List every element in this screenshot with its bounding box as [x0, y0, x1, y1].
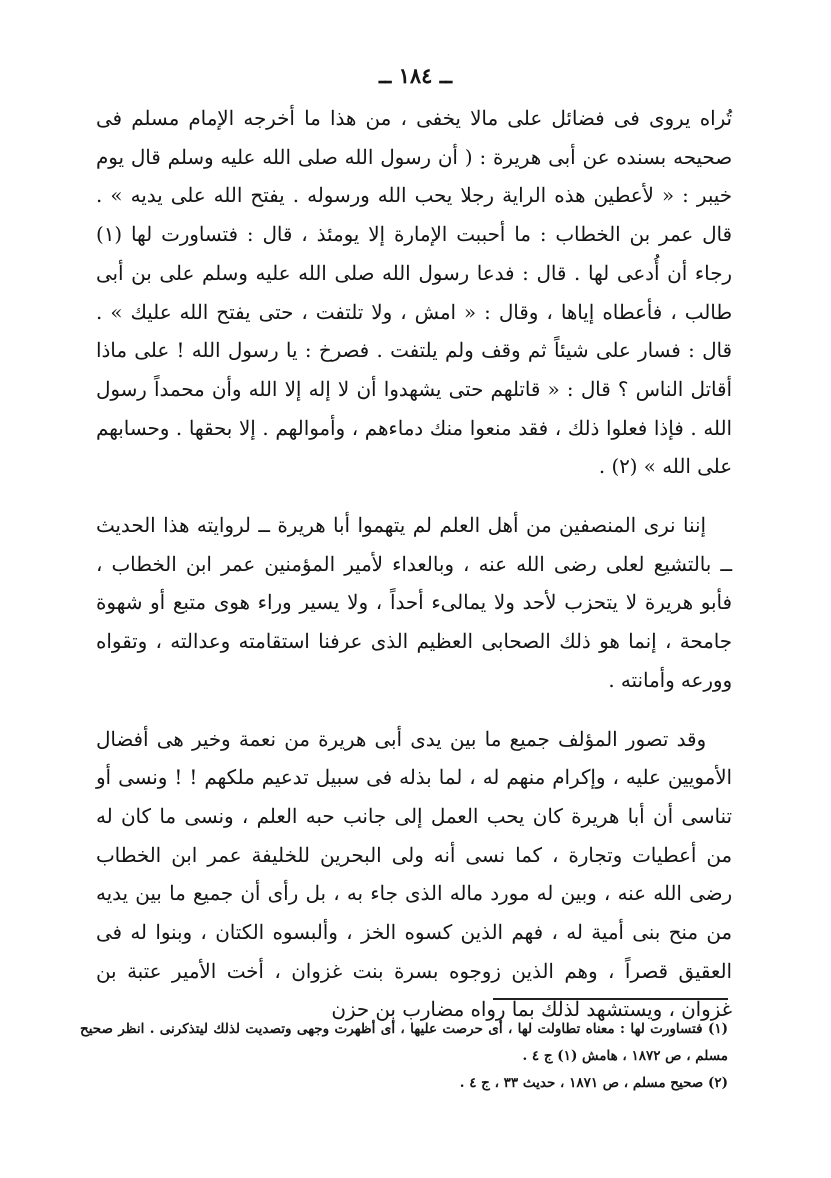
page-number: ــ ١٨٤ ــ [378, 63, 453, 88]
paragraph-hadith: تُراه يروى فى فضائل على مالا يخفى ، من هذا ما أخرجه الإمام مسلم فى صحيحه بسنده عن أبى هريرة : ( أن رسول الله صلى الله عليه وسلم قال يوم خيبر : « لأعطين هذه الراية رجلا يحب الله ورسوله . يفتح الله على يديه » . قال عمر بن الخطاب : ما أحببت الإمارة إلا يومئذ ، قال : فتساورت لها (١) رجاء أن أُدعى لها . قال : فدعا رسول الله صلى الله عليه وسلم على بن أبى طالب ، فأعطاه إياها ، وقال : « امش ، ولا تلتفت ، حتى يفتح الله عليك » . قال : فسار على شيئاً ثم وقف ولم يلتفت . فصرخ : يا رسول الله ! على ماذا أقاتل الناس ؟ قال : « قاتلهم حتى يشهدوا أن لا إله إلا الله وأن محمداً رسول الله . فإذا فعلوا ذلك ، فقد منعوا منك دماءهم ، وأموالهم . إلا بحقها . وحسابهم على الله » (٢) . [96, 107, 732, 479]
body-text [96, 100, 732, 1030]
footnotes [80, 1016, 728, 1097]
footnote-1: (١) فتساورت لها : معناه تطاولت لها ، أى حرصت عليها ، أى أظهرت وجهى وتصديت لذلك ليتذكرنى . انظر صحيح مسلم ، ص ١٨٧٢ ، هامش (١) ج ٤ . [80, 1021, 728, 1064]
paragraph-fair-scholars: إننا نرى المنصفين من أهل العلم لم يتهموا أبا هريرة ــ لروايته هذا الحديث ــ بالتشيع لعلى رضى الله عنه ، وبالعداء لأمير المؤمنين عمر ابن الخطاب ، فأبو هريرة لا يتحزب لأحد ولا يمالىء أحداً ، ولا يسير وراء هوى متبع أو شهوة جامحة ، إنما هو ذلك الصحابى العظيم الذى عرفنا استقامته وعدالته ، وتقواه وورعه وأمانته . [96, 514, 732, 692]
footnote-divider [493, 998, 728, 1000]
paragraph-author-claim: وقد تصور المؤلف جميع ما بين يدى أبى هريرة من نعمة وخير هى أفضال الأمويين عليه ، وإكرام منهم له ، لما بذله فى سبيل تدعيم ملكهم ! ! ونسى أو تناسى أن أبا هريرة كان يحب العمل إلى جانب حبه العلم ، ونسى ما كان له من أعطيات وتجارة ، كما نسى أنه ولى البحرين للخليفة عمر ابن الخطاب رضى الله عنه ، وبين له مورد ماله الذى جاء به ، بل رأى أن جميع ما بين يديه من منح بنى أمية له ، فهم الذين كسوه الخز ، وألبسوه الكتان ، وبنوا له فى العقيق قصراً ، وهم الذين زوجوه بسرة بنت غزوان ، أخت الأمير عتبة بن غزوان ، ويستشهد لذلك بما رواه مضارب بن حزن [96, 727, 732, 1022]
footnote-2: (٢) صحيح مسلم ، ص ١٨٧١ ، حديث ٣٣ ، ج ٤ . [459, 1075, 728, 1091]
